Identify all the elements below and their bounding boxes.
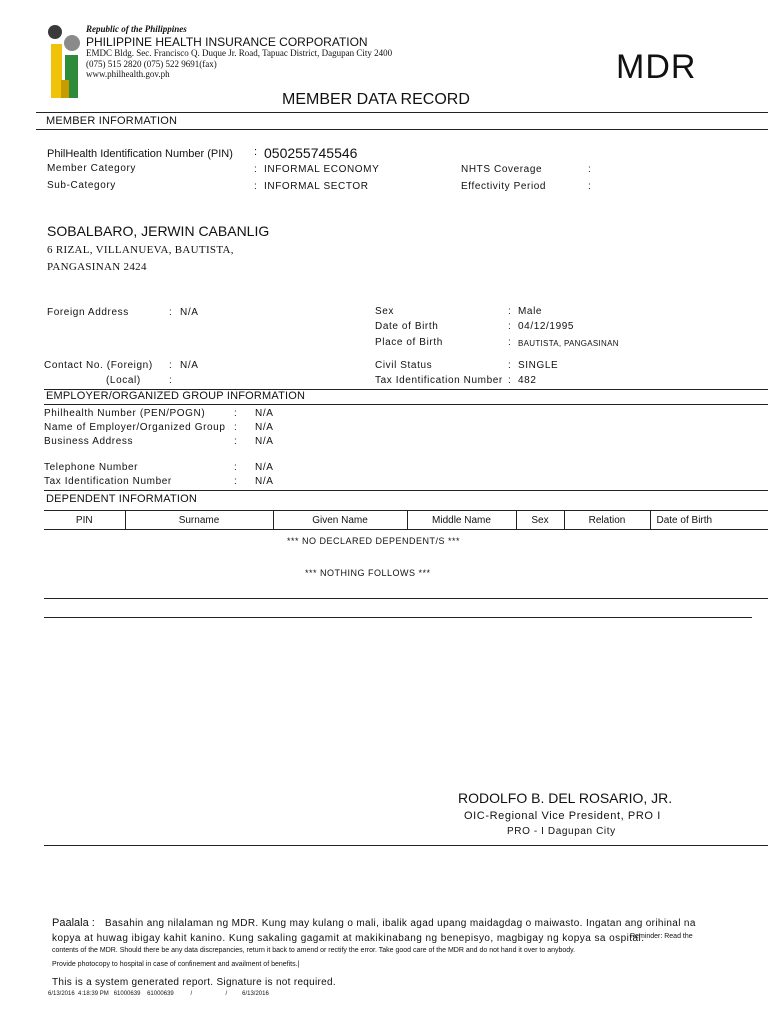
foreign-address-value: N/A [180,307,199,318]
pin-value: 050255745546 [264,145,358,161]
paalala-line1: Basahin ang nilalaman ng MDR. Kung may kulang o mali, ibalik agad upang maidagdag o maiwasto. Ingatan ang orihinal na [105,918,696,929]
pin-colon: : [254,146,258,158]
signatory-position: OIC-Regional Vice President, PRO I [464,810,661,822]
member-category-value: INFORMAL ECONOMY [264,164,380,175]
contact-foreign-value: N/A [180,360,199,371]
foreign-address-colon: : [169,307,173,318]
nhts-label: NHTS Coverage [461,164,543,175]
dependent-info-section-title: DEPENDENT INFORMATION [46,493,198,505]
civil-status-label: Civil Status [375,360,433,371]
effectivity-label: Effectivity Period [461,181,547,192]
member-category-label: Member Category [47,163,137,174]
republic-text: Republic of the Philippines [86,24,187,34]
divider [44,598,768,599]
contact-local-label: (Local) [106,375,141,386]
telephone-colon: : [234,462,238,473]
member-name: SOBALBARO, JERWIN CABANLIG [47,223,270,239]
employer-info-section-title: EMPLOYER/ORGANIZED GROUP INFORMATION [46,390,306,402]
column-header-sex: Sex [516,511,564,530]
signatory-office: PRO - I Dagupan City [507,826,616,837]
sex-label: Sex [375,306,395,317]
contact-foreign-colon: : [169,360,173,371]
divider [44,404,768,405]
column-header-middle-name: Middle Name [407,511,516,530]
pob-label: Place of Birth [375,337,443,348]
dependent-table-header [44,511,768,530]
business-address-value: N/A [255,436,274,447]
member-address-line1: 6 RIZAL, VILLANUEVA, BAUTISTA, [47,244,234,256]
no-dependents-note: *** NO DECLARED DEPENDENT/S *** [287,536,461,546]
pen-label: Philhealth Number (PEN/POGN) [44,408,206,419]
telephone-label: Telephone Number [44,462,139,473]
column-header-given-name: Given Name [273,511,407,530]
reminder-start: Reminder: Read the [630,933,693,940]
pen-colon: : [234,408,238,419]
sex-colon: : [508,306,512,317]
reminder-line2: contents of the MDR. Should there be any data discrepancies, return it back to amend or rectify the error. Take good care of the MDR and do not hand it over to anybody. [52,947,576,954]
employer-tin-value: N/A [255,476,274,487]
dob-value: 04/12/1995 [518,321,575,332]
dob-colon: : [508,321,512,332]
telephone-value: N/A [255,462,274,473]
divider [36,112,768,113]
column-header-surname: Surname [125,511,273,530]
reminder-line3: Provide photocopy to hospital in case of confinement and availment of benefits.| [52,961,300,968]
sub-category-colon: : [254,181,258,192]
member-info-section-title: MEMBER INFORMATION [46,115,178,127]
foreign-address-label: Foreign Address [47,307,129,318]
corporation-phone: (075) 515 2820 (075) 522 9691(fax) [86,59,217,69]
divider [44,617,752,618]
print-timestamp-line: 6/13/2016 4:18:39 PM 61000639 61000639 / / 6/13/2016 [48,991,269,997]
employer-tin-label: Tax Identification Number [44,476,172,487]
employer-name-value: N/A [255,422,274,433]
corporation-address: EMDC Bldg. Sec. Francisco Q. Duque Jr. Road, Tapuac District, Dagupan City 2400 [86,48,393,58]
employer-tin-colon: : [234,476,238,487]
divider [44,490,768,491]
signatory-name: RODOLFO B. DEL ROSARIO, JR. [458,790,673,806]
corporation-name: PHILIPPINE HEALTH INSURANCE CORPORATION [86,35,368,49]
effectivity-colon: : [588,181,592,192]
employer-name-label: Name of Employer/Organized Group [44,422,226,433]
business-address-colon: : [234,436,238,447]
corporation-website: www.philhealth.gov.ph [86,69,170,79]
employer-name-colon: : [234,422,238,433]
dob-label: Date of Birth [375,321,439,332]
system-generated-note: This is a system generated report. Signature is not required. [52,977,336,988]
member-tin-label: Tax Identification Number [375,375,503,386]
divider [36,129,768,130]
column-header-relation: Relation [564,511,650,530]
sub-category-value: INFORMAL SECTOR [264,181,369,192]
nhts-colon: : [588,164,592,175]
contact-foreign-label: Contact No. (Foreign) [44,360,153,371]
nothing-follows-note: *** NOTHING FOLLOWS *** [305,568,431,578]
page-title: MEMBER DATA RECORD [282,91,470,108]
pob-colon: : [508,337,512,348]
paalala-label: Paalala : [52,917,95,929]
member-address-line2: PANGASINAN 2424 [47,261,147,273]
pob-value: BAUTISTA, PANGASINAN [518,339,619,348]
divider [44,845,768,846]
form-code: MDR [616,48,697,86]
dependent-table [44,510,768,530]
business-address-label: Business Address [44,436,134,447]
philhealth-logo-icon [46,22,88,104]
pen-value: N/A [255,408,274,419]
civil-status-value: SINGLE [518,360,559,371]
column-header-pin: PIN [44,511,125,530]
pin-label: PhilHealth Identification Number (PIN) [47,148,233,160]
column-header-date-of-birth: Date of Birth [650,511,768,530]
member-tin-colon: : [508,375,512,386]
civil-status-colon: : [508,360,512,371]
sub-category-label: Sub-Category [47,180,116,191]
member-tin-value: 482 [518,375,537,386]
member-category-colon: : [254,164,258,175]
sex-value: Male [518,306,543,317]
paalala-line2: kopya at huwag ibigay kahit kanino. Kung sakaling gagamit at makikinabang ng benepisyo, magbigay ng kopya sa ospital. [52,933,645,944]
contact-local-colon: : [169,375,173,386]
